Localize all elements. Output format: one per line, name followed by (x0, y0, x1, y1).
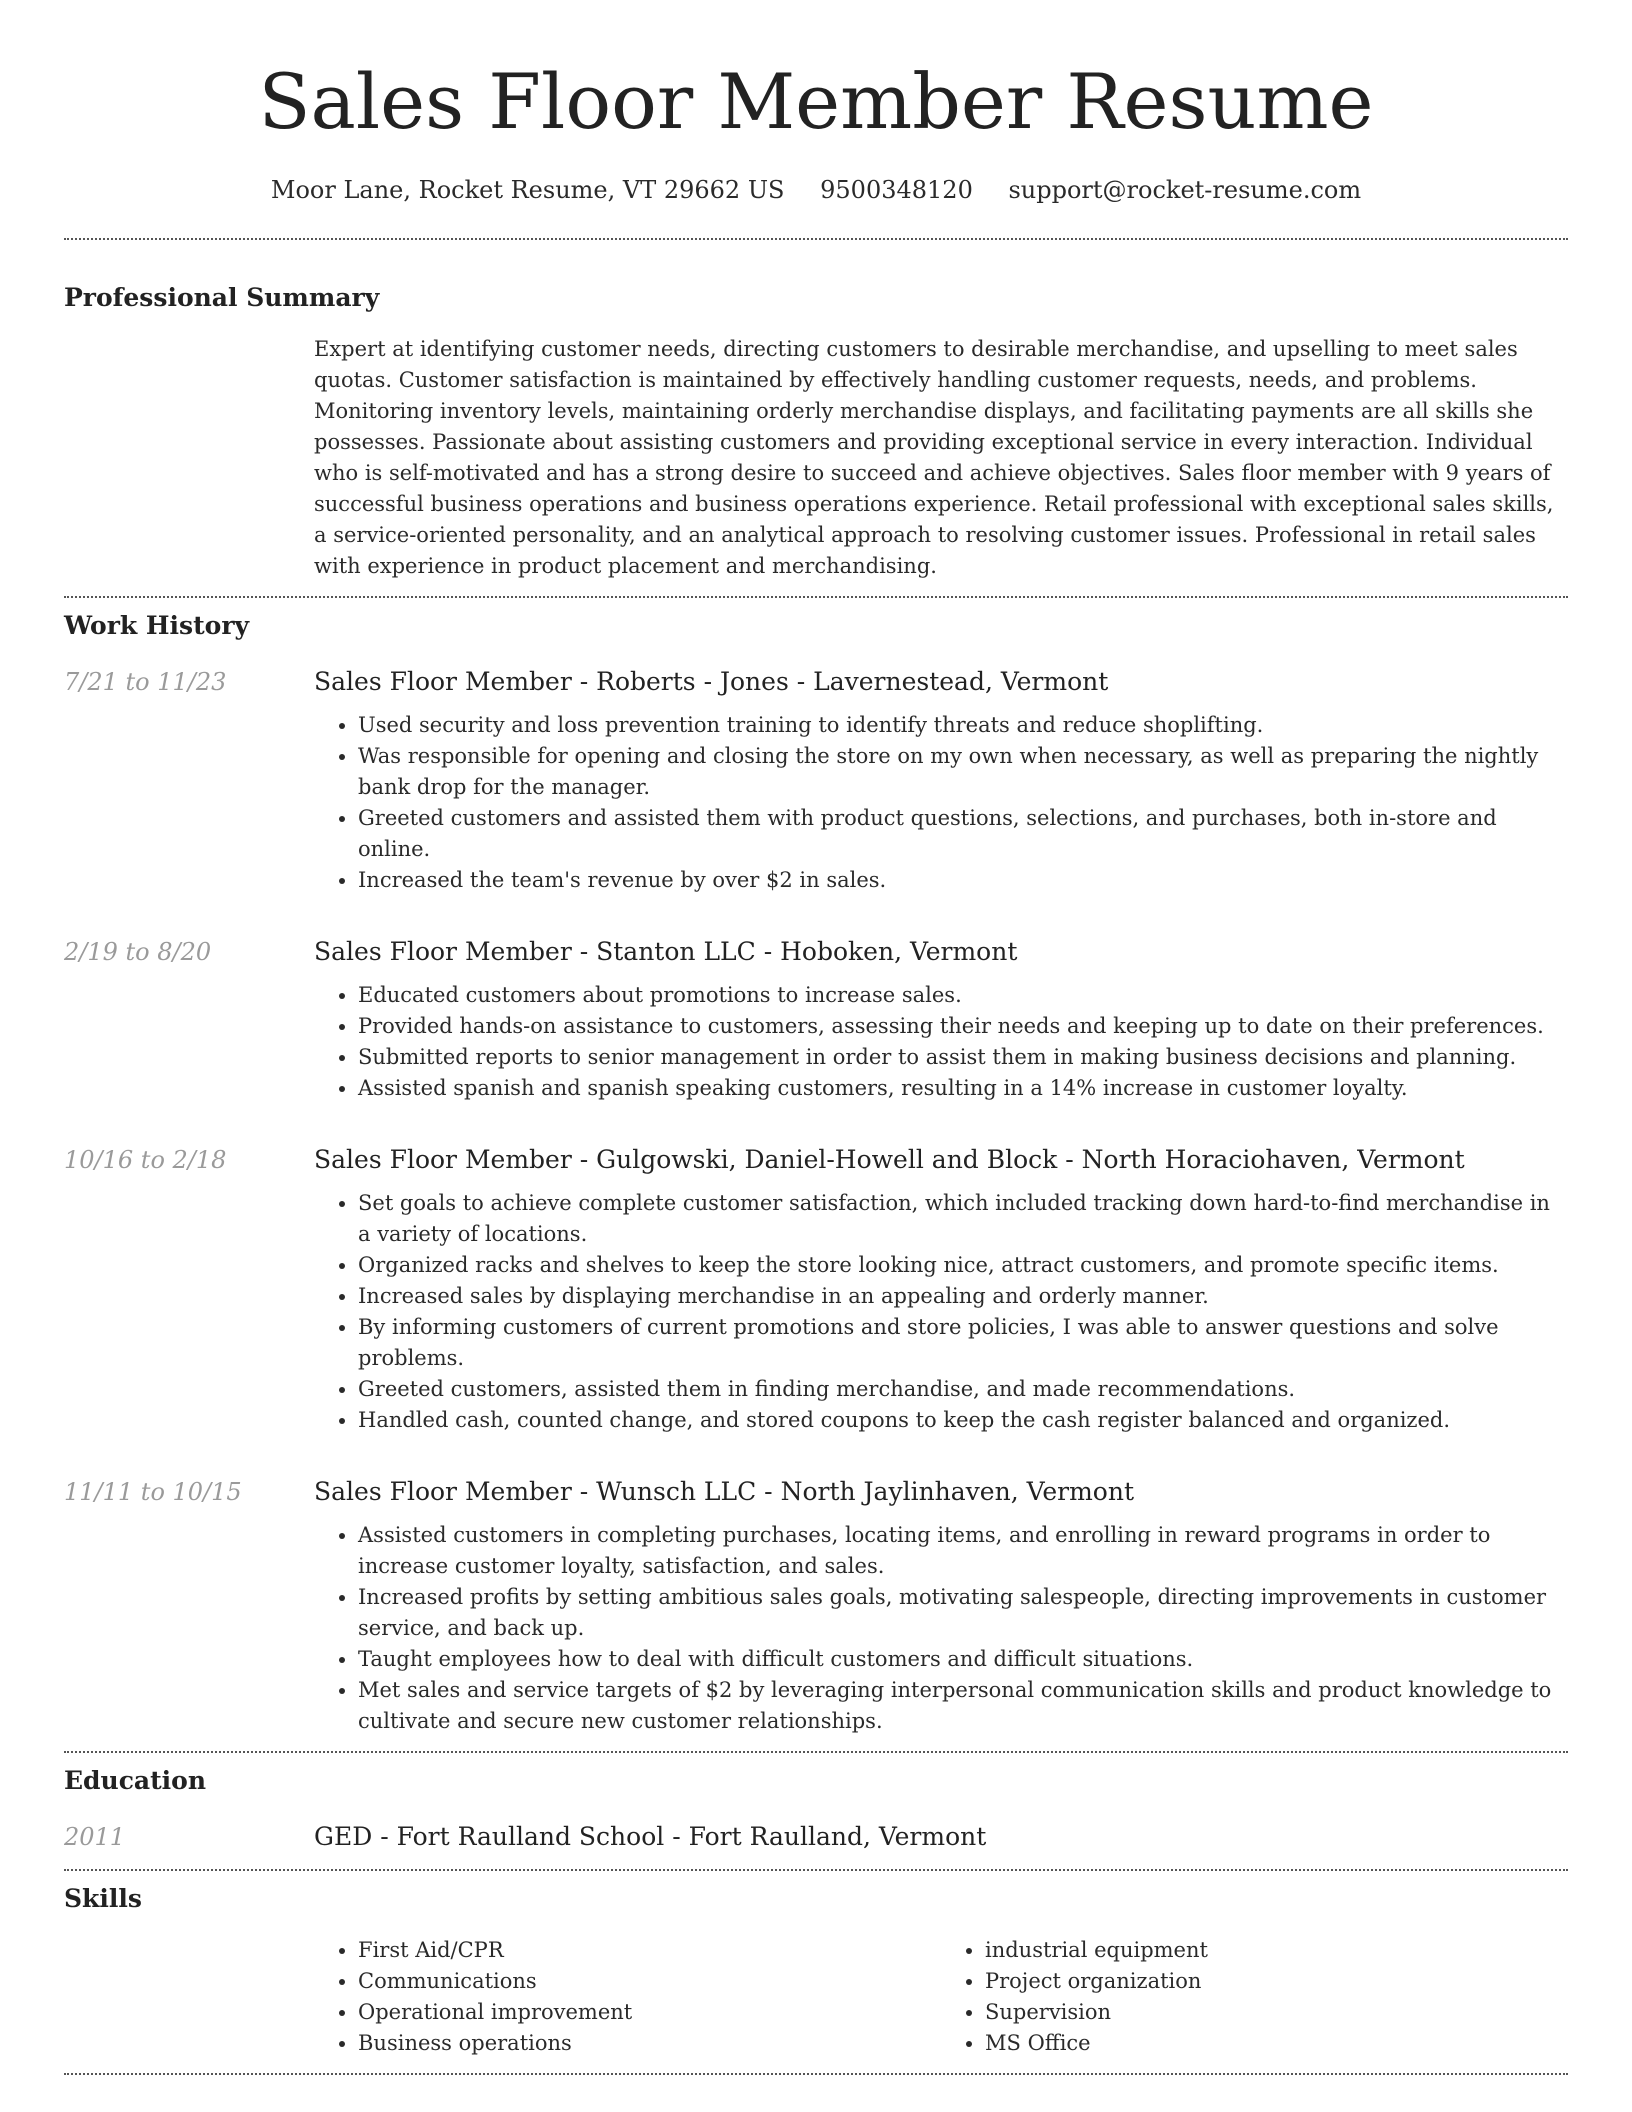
job-entry (64, 934, 1568, 1104)
skill-item: • Project organization (985, 1966, 1568, 1997)
job-left-spacer (64, 700, 314, 896)
job-body (64, 1178, 1568, 1436)
skill-item: • Operational improvement (358, 1997, 941, 2028)
resume-title: Sales Floor Member Resume (258, 57, 1374, 146)
job-bullets-wrap (314, 970, 1568, 1104)
job-bullets (314, 1188, 1568, 1436)
job-bullets (314, 980, 1568, 1104)
skills-list-left (314, 1935, 941, 2059)
job-title: Sales Floor Member - Gulgowski, Daniel-Howell and Block - North Horaciohaven, Vermont (314, 1145, 1465, 1174)
job-bullet: • Greeted customers and assisted them with product questions, selections, and purchases, both in-store and online. (358, 803, 1568, 865)
job-bullet: • Assisted customers in completing purchases, locating items, and enrolling in reward programs in order to increase customer loyalty, satisfaction, and sales. (358, 1520, 1568, 1582)
contact-email: support@rocket-resume.com (1008, 176, 1362, 204)
job-body (64, 1510, 1568, 1737)
skills-section (64, 1881, 1568, 2059)
job-bullet: • Greeted customers, assisted them in finding merchandise, and made recommendations. (358, 1374, 1568, 1405)
job-body (64, 700, 1568, 896)
skills-list-right (941, 1935, 1568, 2059)
work-history-section (64, 608, 1568, 1751)
job-header (64, 664, 1568, 700)
education-section (64, 1763, 1568, 1855)
job-bullet: • Assisted spanish and spanish speaking customers, resulting in a 14% increase in customer loyalty. (358, 1073, 1568, 1104)
job-bullet: • Organized racks and shelves to keep the store looking nice, attract customers, and promote specific items. (358, 1250, 1568, 1281)
job-bullet: • Met sales and service targets of $2 by leveraging interpersonal communication skills and product knowledge to cultivate and secure new customer relationships. (358, 1675, 1568, 1737)
job-title: Sales Floor Member - Roberts - Jones - Lavernestead, Vermont (314, 667, 1109, 696)
skills-columns (314, 1935, 1568, 2059)
job-bullets (314, 710, 1568, 896)
job-title: Sales Floor Member - Wunsch LLC - North Jaylinhaven, Vermont (314, 1477, 1135, 1506)
job-entry (64, 664, 1568, 896)
job-dates: 10/16 to 2/18 (64, 1146, 227, 1174)
contact-line (64, 172, 1568, 208)
skill-item: • First Aid/CPR (358, 1935, 941, 1966)
job-left-spacer (64, 1510, 314, 1737)
skill-item: • Business operations (358, 2028, 941, 2059)
job-dates: 2/19 to 8/20 (64, 938, 212, 966)
skills-heading: Skills (64, 1884, 142, 1913)
skills-row (64, 1935, 1568, 2059)
job-bullet: • Increased profits by setting ambitious sales goals, motivating salespeople, directing improvements in customer service, and back up. (358, 1582, 1568, 1644)
education-entry (64, 1819, 1568, 1855)
work-history-heading: Work History (64, 611, 250, 640)
job-bullets-wrap (314, 1510, 1568, 1737)
summary-section (64, 280, 1568, 596)
job-header (64, 1474, 1568, 1510)
skill-item: • Communications (358, 1966, 941, 1997)
job-bullet: • Was responsible for opening and closing the store on my own when necessary, as well as preparing the nightly bank drop for the manager. (358, 741, 1568, 803)
job-bullet: • Increased sales by displaying merchandise in an appealing and orderly manner. (358, 1281, 1568, 1312)
skills-left-spacer (64, 1935, 314, 2059)
job-header (64, 934, 1568, 970)
job-bullets (314, 1520, 1568, 1737)
summary-heading: Professional Summary (64, 283, 380, 312)
summary-left-spacer (64, 316, 314, 596)
job-bullet: • Educated customers about promotions to increase sales. (358, 980, 1568, 1011)
job-bullets-wrap (314, 1178, 1568, 1436)
job-bullet: • Increased the team's revenue by over $2 in sales. (358, 865, 1568, 896)
skill-item: • Supervision (985, 1997, 1568, 2028)
header-divider (64, 238, 1568, 240)
summary-text: Expert at identifying customer needs, directing customers to desirable merchandise, and upselling to meet sales quotas. Customer satisfaction is maintained by effectively handling customer requests, needs, and problems. Monitoring inventory levels, maintaining orderly merchandise displays, and facilitating payments are all skills she possesses. Passionate about assisting customers and providing exceptional service in every interaction. Individual who is self-motivated and has a strong desire to succeed and achieve objectives. Sales floor member with 9 years of successful business operations and business operations experience. Retail professional with exceptional sales skills, a service-oriented personality, and an analytical approach to resolving customer issues. Professional in retail sales with experience in product placement and merchandising. (314, 337, 1554, 578)
skills-divider (64, 2073, 1568, 2075)
job-bullet: • Taught employees how to deal with difficult customers and difficult situations. (358, 1644, 1568, 1675)
education-year: 2011 (64, 1823, 126, 1851)
job-bullet: • Provided hands-on assistance to customers, assessing their needs and keeping up to date on their preferences. (358, 1011, 1568, 1042)
contact-address: Moor Lane, Rocket Resume, VT 29662 US (270, 176, 785, 204)
summary-divider (64, 596, 1568, 598)
skill-item: • industrial equipment (985, 1935, 1568, 1966)
job-entry (64, 1142, 1568, 1436)
skill-item: • MS Office (985, 2028, 1568, 2059)
education-divider (64, 1869, 1568, 1871)
job-header (64, 1142, 1568, 1178)
job-dates: 11/11 to 10/15 (64, 1478, 242, 1506)
education-detail: GED - Fort Raulland School - Fort Raulland, Vermont (314, 1822, 987, 1851)
job-bullet: • Set goals to achieve complete customer satisfaction, which included tracking down hard-to-find merchandise in a variety of locations. (358, 1188, 1568, 1250)
work-history-divider (64, 1751, 1568, 1753)
job-bullet: • Handled cash, counted change, and stored coupons to keep the cash register balanced and organized. (358, 1405, 1568, 1436)
education-heading: Education (64, 1766, 207, 1795)
contact-phone: 9500348120 (820, 176, 973, 204)
job-bullet: • Used security and loss prevention training to identify threats and reduce shoplifting. (358, 710, 1568, 741)
job-left-spacer (64, 970, 314, 1104)
summary-row (64, 316, 1568, 596)
job-body (64, 970, 1568, 1104)
job-bullet: • By informing customers of current promotions and store policies, I was able to answer questions and solve problems. (358, 1312, 1568, 1374)
job-left-spacer (64, 1178, 314, 1436)
job-dates: 7/21 to 11/23 (64, 668, 227, 696)
job-entry (64, 1474, 1568, 1737)
summary-body (314, 316, 1568, 596)
job-bullet: • Submitted reports to senior management in order to assist them in making business decisions and planning. (358, 1042, 1568, 1073)
job-bullets-wrap (314, 700, 1568, 896)
job-title: Sales Floor Member - Stanton LLC - Hoboken, Vermont (314, 937, 1018, 966)
